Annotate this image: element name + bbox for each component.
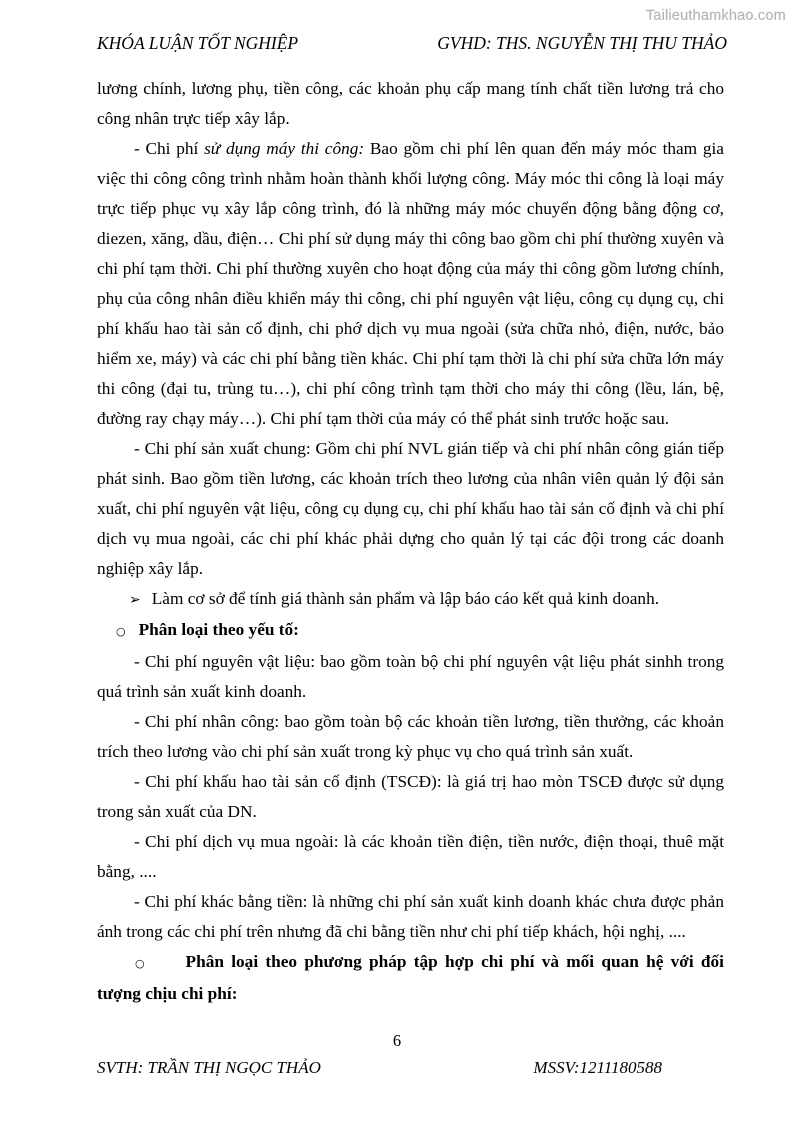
header-left-title: KHÓA LUẬN TỐT NGHIỆP (97, 33, 299, 53)
header-right-advisor: GVHD: THS. NGUYỄN THỊ THU THẢO (437, 33, 727, 53)
paragraph (97, 947, 724, 1009)
text-segment: - Chi phí khấu hao tài sản cố định (TSCĐ): là giá trị hao mòn TSCĐ được sử dụng trong sản xuất của DN. (97, 772, 724, 821)
arrow-bullet-icon: ➢ (129, 592, 141, 608)
text-segment: Làm cơ sở để tính giá thành sản phẩm và lập báo cáo kết quả kinh doanh. (151, 589, 660, 608)
paragraph (97, 74, 724, 134)
paragraph (97, 887, 724, 947)
paragraph (97, 647, 724, 707)
text-segment: - Chi phí khác bằng tiền: là những chi phí sản xuất kinh doanh khác chưa được phản ánh trong các chi phí trên nhưng đã chi bằng tiền như chi phí tiếp khách, hội nghị, .... (97, 892, 724, 941)
text-segment: Phân loại theo yếu tố: (138, 620, 299, 639)
paragraph (97, 827, 724, 887)
paragraph (97, 767, 724, 827)
footer-right-student-id: MSSV:1211180588 (533, 1058, 662, 1077)
paragraph (97, 434, 724, 584)
document-body (97, 74, 724, 1009)
footer-left-author: SVTH: TRẦN THỊ NGỌC THẢO (97, 1058, 321, 1077)
text-segment: - Chi phí sản xuất chung: Gồm chi phí NVL gián tiếp và chi phí nhân công gián tiếp phát sinh. Bao gồm tiền lương, các khoản trích theo lương của nhân viên quản lý đội sản xuất, chi phí nguyên vật liệu, công cụ dụng cụ, chi phí khấu hao tài sản cố định và chi phí dịch vụ mua ngoài, các chi phí khác phải dựng cho quản lý tại các đội trong các doanh nghiệp xây lắp. (97, 439, 724, 578)
circle-bullet-icon: ○ (135, 957, 148, 970)
circle-bullet-icon: ○ (116, 625, 126, 638)
text-segment: sử dụng máy thi công: (204, 139, 365, 158)
paragraph (97, 134, 724, 434)
text-segment: - Chi phí nhân công: bao gồm toàn bộ các khoản tiền lương, tiền thưởng, các khoản trích theo lương vào chi phí sản xuất trong kỳ phục vụ cho quá trình sản xuất. (97, 712, 724, 761)
paragraph (97, 615, 724, 647)
page-header (97, 33, 727, 54)
text-segment: Bao gồm chi phí lên quan đến máy móc tham gia việc thi công công trình nhằm hoàn thành khối lượng công. Máy móc thi công là loại máy trực tiếp phục vụ xây lắp công trình, đó là những máy móc chuyển động bằng động cơ, diezen, xăng, dầu, điện… Chi phí sử dụng máy thi công bao gồm chi phí thường xuyên và chi phí tạm thời. Chi phí thường xuyên cho hoạt động của máy thi công gồm lương chính, phụ của công nhân điều khiển máy thi công, chi phí nguyên vật liệu, công cụ dụng cụ, chi phí khấu hao tài sản cố định, chi phớ dịch vụ mua ngoài (sửa chữa nhỏ, điện, nước, bảo hiểm xe, máy) và các chi phí bằng tiền khác. Chi phí tạm thời là chi phí sửa chữa lớn máy thi công (đại tu, trùng tu…), chi phí công trình tạm thời cho máy thi công (lều, lán, bệ, đường ray chạy máy…). Chi phí tạm thời của máy có thể phát sinh trước hoặc sau. (97, 139, 724, 428)
paragraph (97, 584, 724, 615)
page-number: 6 (392, 1031, 402, 1050)
text-segment: lương chính, lương phụ, tiền công, các khoản phụ cấp mang tính chất tiền lương trả cho công nhân trực tiếp xây lắp. (97, 79, 724, 128)
page-footer (97, 1058, 662, 1078)
paragraph (97, 707, 724, 767)
text-segment: - Chi phí nguyên vật liệu: bao gồm toàn bộ chi phí nguyên vật liệu phát sinhh trong quá trình sản xuất kinh doanh. (97, 652, 724, 701)
text-segment: Phân loại theo phương pháp tập hợp chi phí và mối quan hệ với đối tượng chịu chi phí: (97, 952, 724, 1003)
text-segment: - Chi phí dịch vụ mua ngoài: là các khoản tiền điện, tiền nước, điện thoại, thuê mặt bằng, .... (97, 832, 724, 881)
text-segment: - Chi phí (134, 139, 205, 158)
site-watermark: Tailieuthamkhao.com (645, 8, 786, 24)
